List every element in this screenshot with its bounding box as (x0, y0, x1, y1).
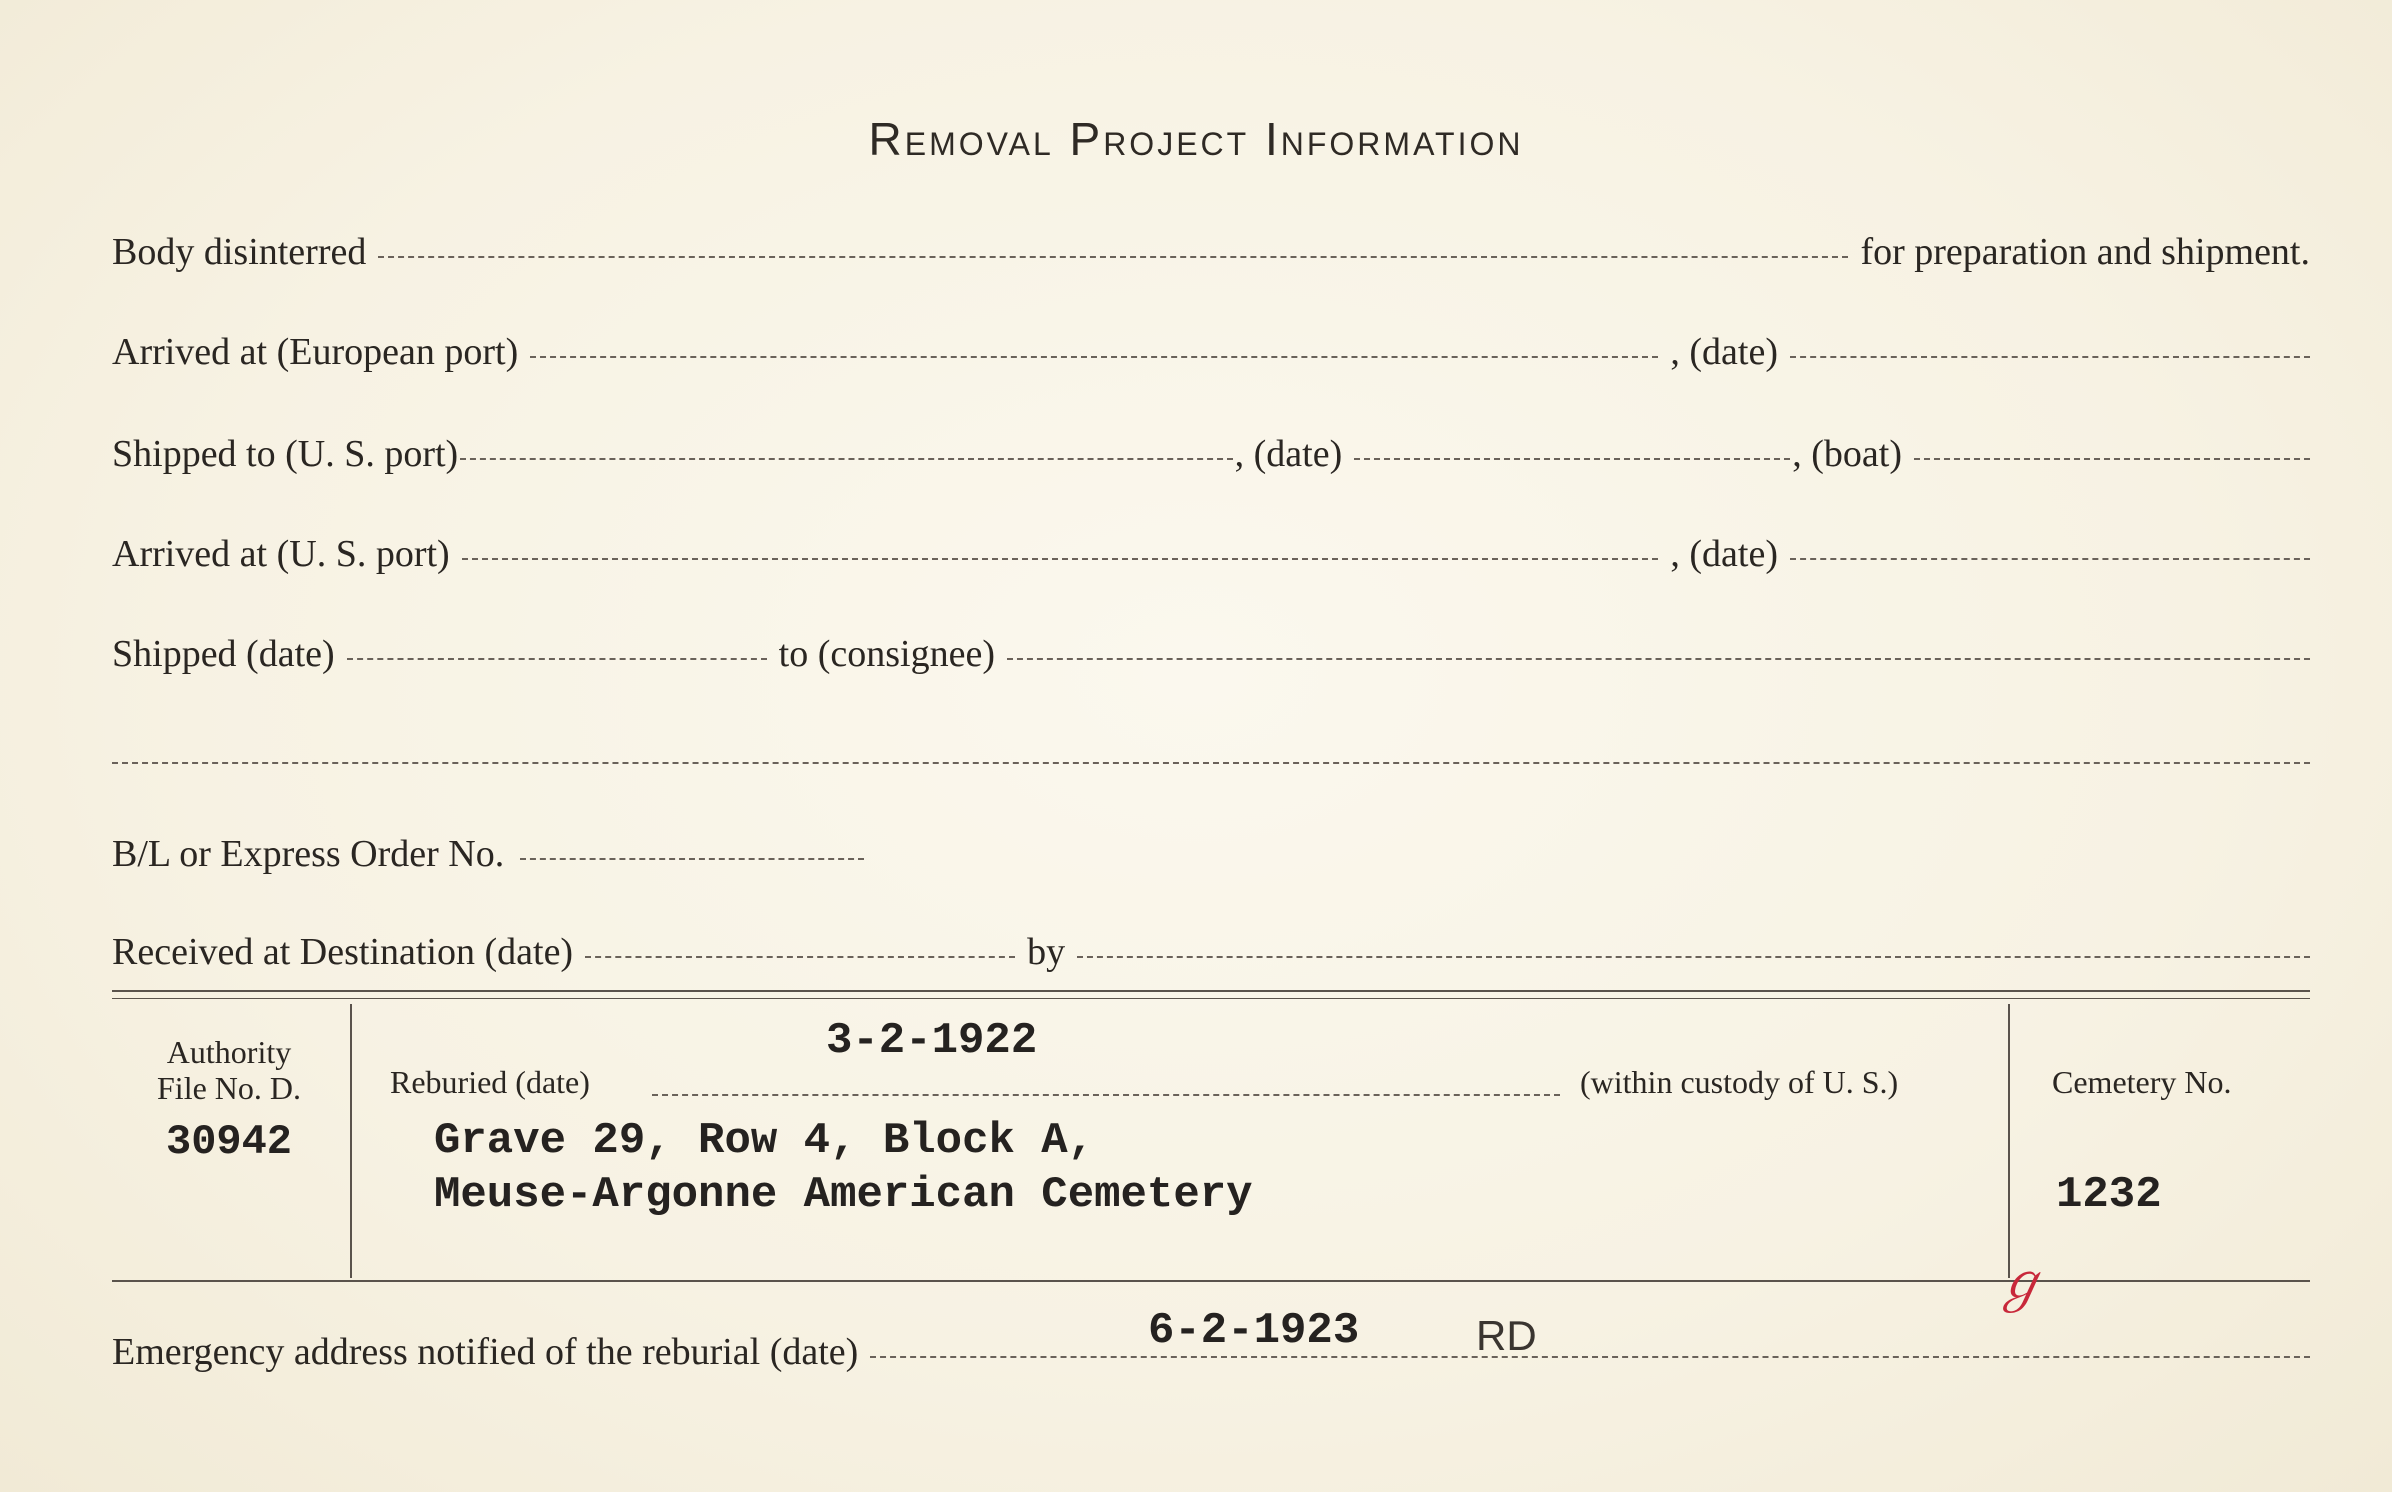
box-top-rule-2 (112, 998, 2310, 999)
boat-field (1914, 458, 2310, 460)
boat-label: , (boat) (1792, 433, 1902, 475)
reburied-label: Reburied (date) (390, 1064, 590, 1100)
european-port-field (530, 356, 1658, 358)
shipped-date-row-label: Shipped (date) (112, 633, 335, 675)
authority-file-no: 30942 (165, 1118, 293, 1166)
red-check-mark: ℊ (1994, 1253, 2047, 1313)
received-row (112, 930, 2310, 974)
bl-row (112, 832, 2310, 876)
box-top-rule (112, 990, 2310, 992)
shipped-date-row (112, 632, 2310, 676)
reburied-date-field (652, 1094, 1560, 1096)
us-port-field (460, 458, 1232, 460)
box-divider-left (350, 1004, 352, 1278)
consignee-field (1007, 658, 2310, 660)
arrived-us-label: Arrived at (U. S. port) (112, 533, 450, 575)
authority-label-line-2: File No. D. (157, 1070, 301, 1106)
body-disinterred-row (112, 230, 2310, 274)
european-date-label: , (date) (1670, 331, 1778, 373)
grave-location-line-2: Meuse-Argonne American Cemetery (434, 1170, 1253, 1220)
authority-label-line-1: Authority (166, 1034, 292, 1070)
box-divider-right (2008, 1004, 2010, 1278)
ship-date-field (347, 658, 767, 660)
arrived-us-date-field (1790, 558, 2310, 560)
reburied-date: 3-2-1922 (826, 1016, 1038, 1066)
bl-field (520, 858, 864, 860)
emergency-initials: RD (1476, 1312, 1537, 1359)
arrived-us-date-label: , (date) (1670, 533, 1778, 575)
shipped-date-field (1354, 458, 1790, 460)
arrived-us-row (112, 532, 2310, 576)
received-by-field (1077, 956, 2310, 958)
cemetery-no-label: Cemetery No. (2052, 1064, 2232, 1100)
card-title: Removal Project Information (868, 113, 1524, 165)
custody-label: (within custody of U. S.) (1580, 1064, 1899, 1100)
emergency-date: 6-2-1923 (1148, 1306, 1360, 1356)
arrived-us-field (462, 558, 1659, 560)
shipped-to-label: Shipped to (U. S. port) (112, 433, 459, 475)
european-date-field (1790, 356, 2310, 358)
body-disinterred-field (378, 256, 1848, 258)
box-bottom-rule (112, 1280, 2310, 1282)
emergency-label: Emergency address notified of the reburial (date) (112, 1331, 859, 1373)
authority-label (112, 1034, 346, 1106)
arrived-european-label: Arrived at (European port) (112, 331, 519, 373)
bl-label: B/L or Express Order No. (112, 833, 505, 875)
consignee-label: to (consignee) (778, 633, 995, 675)
shipped-to-row (112, 432, 2310, 476)
emergency-date-field (870, 1356, 2310, 1358)
received-label: Received at Destination (date) (112, 931, 574, 973)
consignee-continuation-field (112, 762, 2310, 764)
by-label: by (1027, 931, 1066, 973)
preparation-label: for preparation and shipment. (1860, 231, 2310, 273)
cemetery-no-value: 1232 (2056, 1170, 2162, 1220)
shipped-date-label: , (date) (1234, 433, 1343, 475)
grave-location-line-1: Grave 29, Row 4, Block A, (434, 1116, 1095, 1166)
body-disinterred-label: Body disinterred (112, 231, 367, 273)
arrived-european-row (112, 330, 2310, 374)
received-date-field (585, 956, 1015, 958)
